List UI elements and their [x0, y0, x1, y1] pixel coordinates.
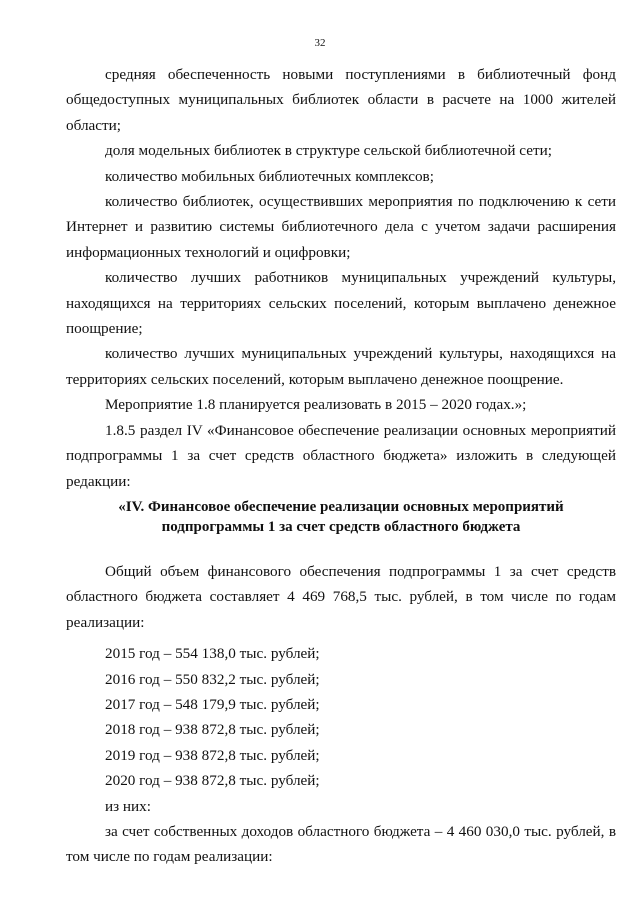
paragraph: количество библиотек, осуществивших мероприятия по подключению к сети Интернет и развитию системы библиотечного дела с учетом задачи расширения информационных технологий и оцифровки;: [66, 193, 616, 261]
year-line: 2020 год – 938 872,8 тыс. рублей;: [105, 772, 320, 790]
paragraph: средняя обеспеченность новыми поступлениями в библиотечный фонд общедоступных муниципальных библиотек области в расчете на 1000 жителей области;: [66, 66, 616, 134]
paragraph: доля модельных библиотек в структуре сельской библиотечной сети;: [105, 142, 552, 160]
section-heading: «IV. Финансовое обеспечение реализации основных мероприятий подпрограммы 1 за счет средств областного бюджета: [118, 498, 564, 535]
paragraph: 1.8.5 раздел IV «Финансовое обеспечение реализации основных мероприятий подпрограммы 1 за счет средств областного бюджета» изложить в следующей редакции:: [66, 421, 616, 490]
paragraph: количество мобильных библиотечных комплексов;: [105, 167, 434, 185]
document-body: [66, 62, 616, 870]
page-number: 32: [314, 37, 326, 49]
year-line: 2017 год – 548 179,9 тыс. рублей;: [105, 695, 320, 713]
year-line: 2016 год – 550 832,2 тыс. рублей;: [105, 670, 320, 688]
own-revenue-paragraph: за счет собственных доходов областного бюджета – 4 460 030,0 тыс. рублей, в том числе по годам реализации:: [66, 822, 616, 866]
paragraph: количество лучших работников муниципальных учреждений культуры, находящихся на территориях сельских поселений, которым выплачено денежное поощрение;: [66, 269, 616, 338]
paragraph: количество лучших муниципальных учреждений культуры, находящихся на территориях сельских поселений, которым выплачено денежное поощрение.: [66, 345, 616, 388]
total-paragraph: Общий объем финансового обеспечения подпрограммы 1 за счет средств областного бюджета составляет 4 469 768,5 тыс. рублей, в том числе по годам реализации:: [66, 562, 616, 631]
year-line: 2015 год – 554 138,0 тыс. рублей;: [105, 645, 320, 663]
year-line: 2019 год – 938 872,8 тыс. рублей;: [105, 746, 320, 764]
paragraph: Мероприятие 1.8 планируется реализовать в 2015 – 2020 годах.»;: [105, 396, 527, 414]
year-line: 2018 год – 938 872,8 тыс. рублей;: [105, 721, 320, 739]
of-which-line: из них:: [105, 797, 151, 815]
